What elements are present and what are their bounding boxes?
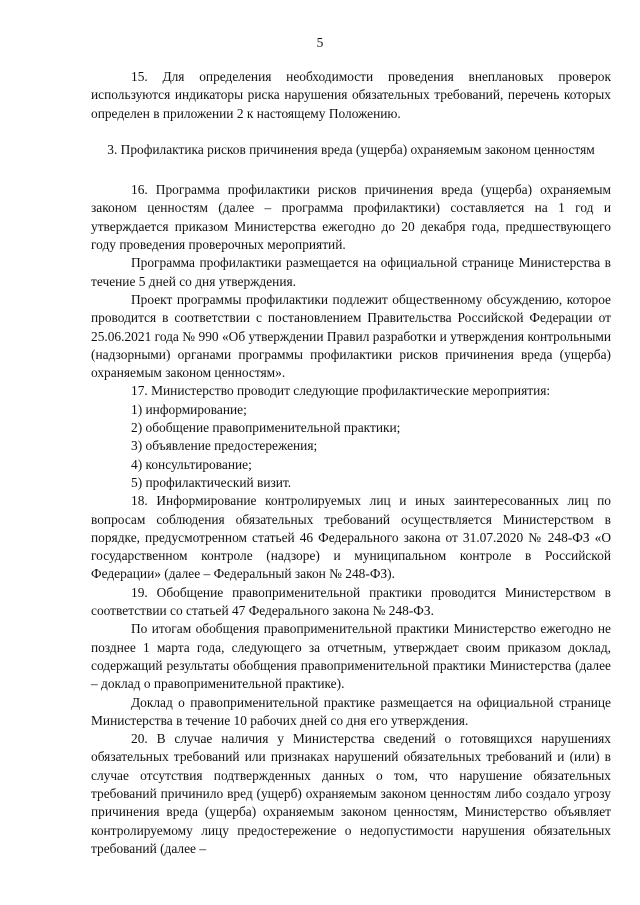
section-heading: 3. Профилактика рисков причинения вреда (ущерба) охраняемым законом ценностям [107,141,595,157]
page-number: 5 [316,35,324,50]
list-item: 1) информирование; [131,401,247,417]
list-item: 3) объявление предостережения; [131,438,318,454]
paragraph-16-discussion: Проект программы профилактики подлежит общественному обсуждению, которое проводится в соответствии с постановлением Правительства Российской Федерации от 25.06.2021 года № 990 «Об утверждении Правил разработки и утверждения контрольными (надзорными) органами программы профилактики рисков причинения вреда (ущерба) охраняемым законом ценностям». [91,291,611,381]
list-item: 2) обобщение правоприменительной практики; [131,420,401,436]
paragraph-18: 18. Информирование контролируемых лиц и иных заинтересованных лиц по вопросам соблюдения обязательных требований осуществляется Министерством в порядке, предусмотренном статьей 46 Федерального закона от 31.07.2020 № 248-ФЗ «О государственном контроле (надзоре) и муниципальном контроле в Российской Федерации» (далее – Федеральный закон № 248-ФЗ). [91,493,611,582]
paragraph-20: 20. В случае наличия у Министерства сведений о готовящихся нарушениях обязательных требований или признаках нарушений обязательных требований и (или) в случае отсутствия подтвержденных данных о том, что нарушение обязательных требований причинило вред (ущерб) охраняемым законом ценностям либо создало угрозу причинения вреда (ущерба) охраняемым законом ценностям, Министерство объявляет контролируемому лицу предостережение о недопустимости нарушения обязательных требований (далее – [91,731,611,856]
paragraph-17: 17. Министерство проводит следующие профилактические мероприятия: [131,383,551,399]
paragraph-19-report: По итогам обобщения правоприменительной практики Министерство ежегодно не позднее 1 марта года, следующего за отчетным, утверждает своим приказом доклад, содержащий результаты обобщения правоприменительной практики Министерства (далее – доклад о правоприменительной практике). [91,621,611,692]
paragraph-15: 15. Для определения необходимости проведения внеплановых проверок используются индикаторы риска нарушения обязательных требований, перечень которых определен в приложении 2 к настоящему Положению. [91,69,611,121]
paragraph-19: 19. Обобщение правоприменительной практики проводится Министерством в соответствии со статьей 47 Федерального закона № 248-ФЗ. [91,584,611,619]
paragraph-19-publication: Доклад о правоприменительной практике размещается на официальной странице Министерства в течение 10 рабочих дней со дня его утверждения. [91,694,611,728]
paragraph-16: 16. Программа профилактики рисков причинения вреда (ущерба) охраняемым законом ценностям (далее – программа профилактики) составляется на 1 год и утверждается приказом Министерства ежегодно до 20 декабря года, предшествующего году проведения проверочных мероприятий. [91,182,611,253]
document-body [91,68,611,858]
list-item: 4) консультирование; [131,456,252,472]
list-item: 5) профилактический визит. [131,474,292,490]
paragraph-16-publication: Программа профилактики размещается на официальной странице Министерства в течение 5 дней со дня утверждения. [91,255,611,289]
